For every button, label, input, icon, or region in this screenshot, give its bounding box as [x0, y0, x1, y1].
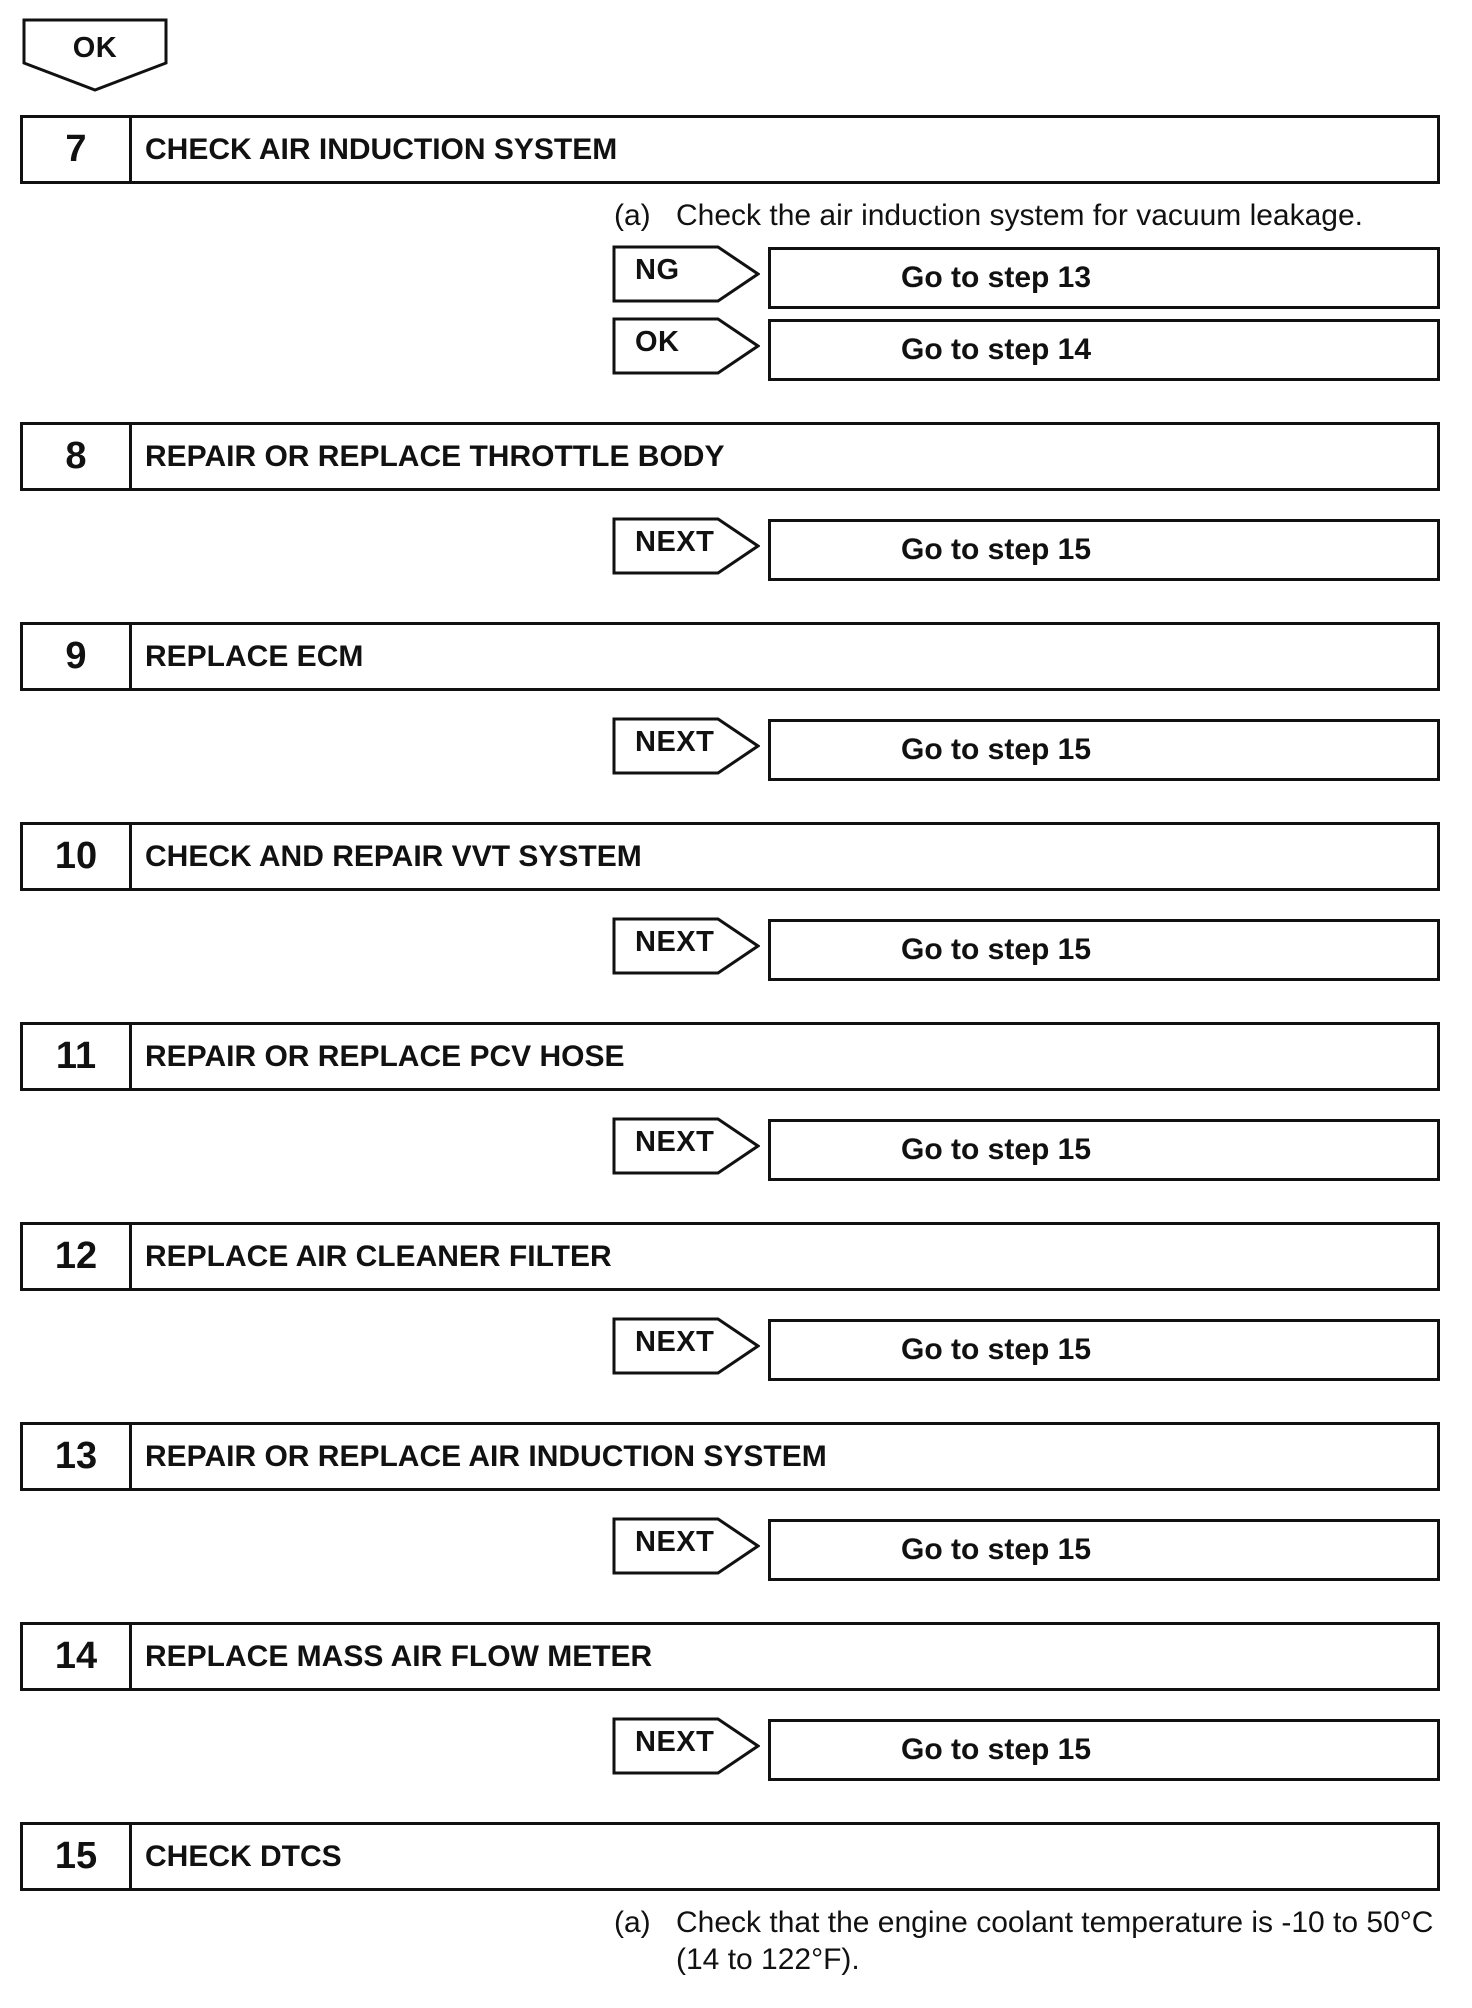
next-branch-tag: [612, 1317, 760, 1375]
go-to-step-15-box[interactable]: [768, 1319, 1440, 1381]
instruction-label: (a): [614, 199, 651, 232]
step-title: REPAIR OR REPLACE AIR INDUCTION SYSTEM: [145, 1440, 827, 1473]
go-to-step-text: Go to step 15: [901, 733, 1092, 766]
instruction-text: [676, 1904, 1472, 1978]
ok-result-tag: [22, 18, 168, 94]
go-to-step-15-box[interactable]: [768, 1719, 1440, 1781]
ng-branch-tag: [612, 245, 760, 303]
go-to-step-15-box[interactable]: [768, 519, 1440, 581]
instruction-line-2: (14 to 122°F).: [676, 1943, 860, 1976]
step-7-box: [20, 115, 1440, 184]
step-title: REPLACE AIR CLEANER FILTER: [145, 1240, 612, 1273]
branch-tag-label: NEXT: [635, 1526, 715, 1558]
go-to-step-text: Go to step 15: [901, 1733, 1092, 1766]
step-title: REPAIR OR REPLACE THROTTLE BODY: [145, 440, 725, 473]
next-branch-tag: [612, 1517, 760, 1575]
next-branch-tag: [612, 717, 760, 775]
instruction-text: Check the air induction system for vacuum leakage.: [676, 199, 1363, 232]
step-15-box: [20, 1822, 1440, 1891]
step-title: REPAIR OR REPLACE PCV HOSE: [145, 1040, 625, 1073]
step-11-box: [20, 1022, 1440, 1091]
instruction-label: (a): [614, 1906, 651, 1939]
go-to-step-text: Go to step 15: [901, 1133, 1092, 1166]
branch-tag-label: NEXT: [635, 1726, 715, 1758]
branch-tag-label: OK: [635, 326, 680, 358]
step-10-box: [20, 822, 1440, 891]
next-branch-tag: [612, 1117, 760, 1175]
step-number: 13: [23, 1425, 132, 1488]
branch-tag-label: NEXT: [635, 526, 715, 558]
step-12-box: [20, 1222, 1440, 1291]
ok-branch-tag: [612, 317, 760, 375]
instruction-line-1: Check that the engine coolant temperature is -10 to 50°C: [676, 1906, 1434, 1939]
branch-tag-label: NG: [635, 254, 680, 286]
branch-tag-label: NEXT: [635, 1326, 715, 1358]
step-9-box: [20, 622, 1440, 691]
go-to-step-15-box[interactable]: [768, 1519, 1440, 1581]
step-8-box: [20, 422, 1440, 491]
branch-tag-label: NEXT: [635, 726, 715, 758]
branch-tag-label: NEXT: [635, 926, 715, 958]
step-number: 15: [23, 1825, 132, 1888]
go-to-step-15-box[interactable]: [768, 1119, 1440, 1181]
step-title: CHECK AND REPAIR VVT SYSTEM: [145, 840, 642, 873]
next-branch-tag: [612, 917, 760, 975]
go-to-step-13-box[interactable]: [768, 247, 1440, 309]
step-13-box: [20, 1422, 1440, 1491]
step-title: CHECK DTCS: [145, 1840, 342, 1873]
go-to-step-text: Go to step 15: [901, 933, 1092, 966]
go-to-step-text: Go to step 15: [901, 1533, 1092, 1566]
go-to-step-15-box[interactable]: [768, 719, 1440, 781]
step-number: 9: [23, 625, 132, 688]
step-14-box: [20, 1622, 1440, 1691]
step-title: CHECK AIR INDUCTION SYSTEM: [145, 133, 618, 166]
branch-tag-label: NEXT: [635, 1126, 715, 1158]
next-branch-tag: [612, 1717, 760, 1775]
go-to-step-text: Go to step 15: [901, 533, 1092, 566]
go-to-step-text: Go to step 13: [901, 261, 1092, 294]
go-to-step-text: Go to step 14: [901, 333, 1092, 366]
go-to-step-14-box[interactable]: [768, 319, 1440, 381]
step-title: REPLACE ECM: [145, 640, 364, 673]
step-number: 10: [23, 825, 132, 888]
go-to-step-15-box[interactable]: [768, 919, 1440, 981]
ok-tag-label: OK: [72, 32, 118, 64]
step-number: 14: [23, 1625, 132, 1688]
step-number: 7: [23, 118, 132, 181]
step-number: 11: [23, 1025, 132, 1088]
step-number: 8: [23, 425, 132, 488]
step-title: REPLACE MASS AIR FLOW METER: [145, 1640, 653, 1673]
next-branch-tag: [612, 517, 760, 575]
step-number: 12: [23, 1225, 132, 1288]
go-to-step-text: Go to step 15: [901, 1333, 1092, 1366]
